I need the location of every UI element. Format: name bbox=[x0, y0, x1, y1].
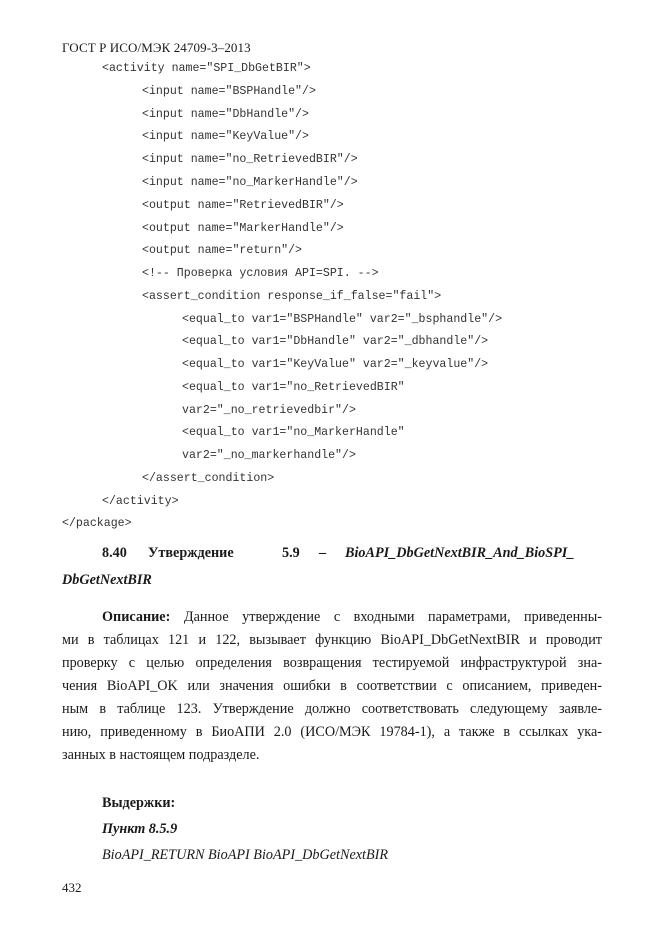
code-line: </activity> bbox=[102, 495, 179, 508]
excerpts-text: BioAPI_RETURN BioAPI BioAPI_DbGetNextBIR bbox=[102, 847, 389, 863]
excerpts-label: Выдержки: bbox=[102, 795, 176, 811]
code-line: <output name="RetrievedBIR"/> bbox=[142, 199, 344, 212]
code-line: <activity name="SPI_DbGetBIR"> bbox=[102, 62, 311, 75]
document-header: ГОСТ Р ИСО/МЭК 24709-3–2013 bbox=[62, 40, 251, 55]
description-text: Данное утверждение с входными параметрами, приведенны- bbox=[183, 609, 603, 625]
code-comment: <!-- Проверка условия API=SPI. --> bbox=[142, 267, 379, 280]
code-line: <equal_to var1="no_MarkerHandle" bbox=[182, 426, 405, 439]
code-line: <input name="DbHandle"/> bbox=[142, 108, 309, 121]
code-line: <output name="MarkerHandle"/> bbox=[142, 222, 344, 235]
description-label: Описание: bbox=[102, 609, 171, 625]
section-ref: 5.9 bbox=[282, 545, 300, 561]
description-line: нию, приведенному в БиоАПИ 2.0 (ИСО/МЭК 19784-1), а также в ссылках ука- bbox=[62, 724, 602, 740]
section-name: BioAPI_DbGetNextBIR_And_BioSPI_ bbox=[345, 545, 575, 561]
section-name-continued: DbGetNextBIR bbox=[62, 572, 152, 588]
code-line: var2="_no_retrievedbir"/> bbox=[182, 404, 356, 417]
code-line: <input name="BSPHandle"/> bbox=[142, 85, 316, 98]
excerpts-clause: Пункт 8.5.9 bbox=[102, 821, 178, 837]
code-line: <assert_condition response_if_false="fail"> bbox=[142, 290, 442, 303]
section-number: 8.40 bbox=[102, 545, 127, 561]
code-line: <equal_to var1="BSPHandle" var2="_bsphandle"/> bbox=[182, 313, 503, 326]
page-number: 432 bbox=[62, 880, 82, 895]
description-line bbox=[102, 606, 602, 628]
section-dash: – bbox=[319, 545, 327, 561]
code-line: <equal_to var1="no_RetrievedBIR" bbox=[182, 381, 405, 394]
code-line: <equal_to var1="KeyValue" var2="_keyvalue"/> bbox=[182, 358, 489, 371]
description-line: ми в таблицах 121 и 122, вызывает функцию BioAPI_DbGetNextBIR и проводит bbox=[62, 632, 602, 648]
description-line: чения BioAPI_OK или значения ошибки в соответствии с описанием, приведен- bbox=[62, 678, 602, 694]
code-line: </package> bbox=[62, 517, 132, 530]
code-line: <input name="no_MarkerHandle"/> bbox=[142, 176, 358, 189]
code-line: <input name="no_RetrievedBIR"/> bbox=[142, 153, 358, 166]
code-line: <output name="return"/> bbox=[142, 244, 303, 257]
code-line: </assert_condition> bbox=[142, 472, 275, 485]
description-line: ным в таблице 123. Утверждение должно соответствовать следующему заявле- bbox=[62, 701, 602, 717]
description-line: проверку с целью определения возвращения тестируемой инфраструктурой зна- bbox=[62, 655, 602, 671]
code-line: <equal_to var1="DbHandle" var2="_dbhandle"/> bbox=[182, 335, 489, 348]
section-word: Утверждение bbox=[148, 545, 234, 561]
description-line: занных в настоящем подразделе. bbox=[62, 747, 260, 763]
code-line: var2="_no_markerhandle"/> bbox=[182, 449, 356, 462]
code-line: <input name="KeyValue"/> bbox=[142, 130, 309, 143]
